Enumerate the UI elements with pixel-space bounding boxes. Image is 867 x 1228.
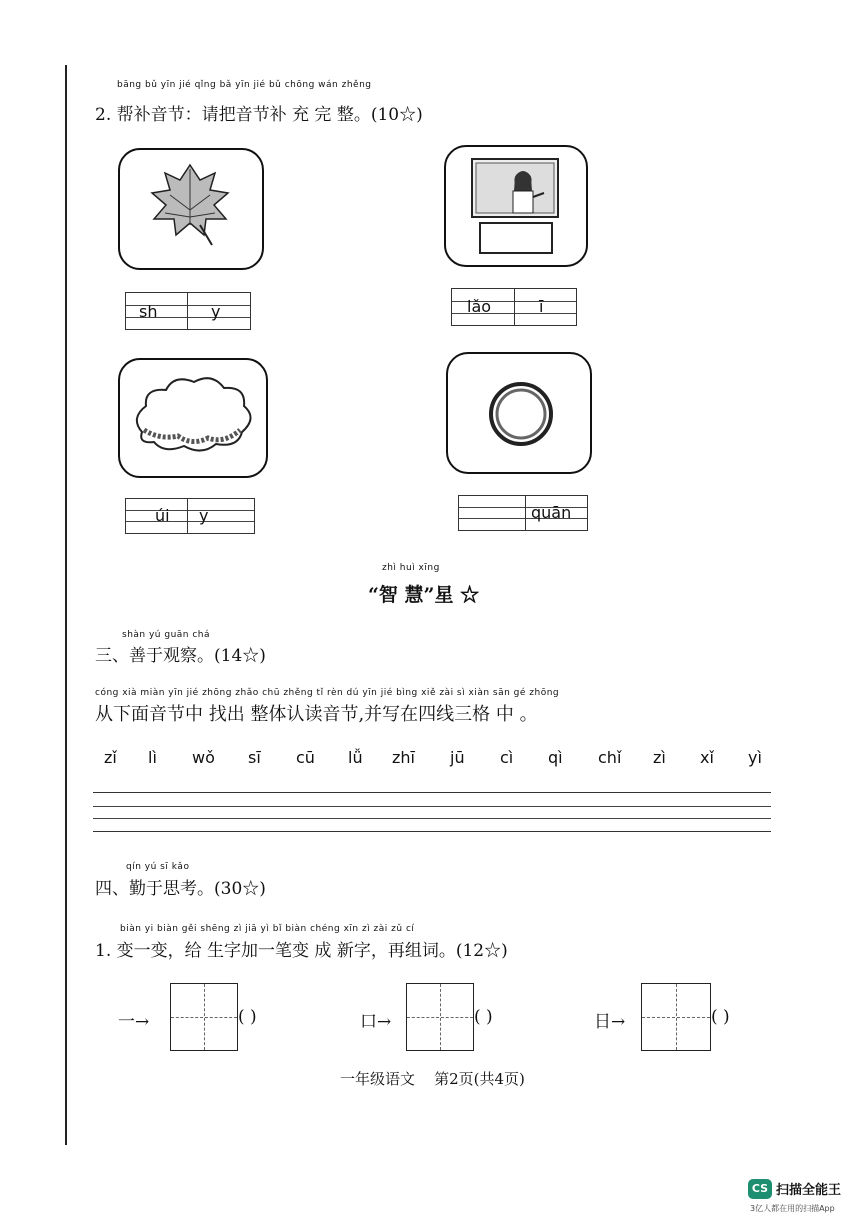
- q1-title: 1. 变一变，给 生字加一笔变 成 新字，再组词。(12☆): [95, 941, 508, 961]
- camscanner-logo-icon: CS: [748, 1179, 772, 1199]
- watermark-slogan: 3亿人都在用的扫描App: [750, 1204, 835, 1213]
- base-char-2: 口→: [360, 1012, 392, 1032]
- section3-pinyin: shàn yú guān chá: [122, 630, 211, 640]
- teacher-picture-card: [444, 145, 588, 267]
- leaf-icon: [120, 150, 262, 268]
- word-answer-3[interactable]: ( ): [711, 1007, 730, 1027]
- four-line-writing-area[interactable]: [93, 792, 771, 832]
- syllable-5: cū: [296, 748, 315, 767]
- teacher-second-syllable: ī: [539, 297, 544, 316]
- syllable-11: chǐ: [598, 748, 622, 767]
- cloud-first-syllable: úi: [155, 506, 170, 525]
- section2-pinyin: bāng bǔ yīn jié qǐng bǎ yīn jié bǔ chōng wán zhěng: [117, 80, 372, 90]
- syllable-4: sī: [248, 748, 261, 767]
- tian-grid-1[interactable]: [170, 983, 238, 1051]
- page-margin-line: [65, 65, 67, 1145]
- leaf-initial: sh: [139, 302, 158, 321]
- four-line-grid-leaf[interactable]: [125, 292, 251, 330]
- tian-grid-2[interactable]: [406, 983, 474, 1051]
- syllable-10: qì: [548, 748, 563, 767]
- cloud-picture-card: [118, 358, 268, 478]
- syllable-13: xǐ: [700, 748, 714, 767]
- page-footer: 一年级语文 第2页(共4页): [340, 1070, 525, 1088]
- cloud-icon: [120, 360, 266, 476]
- syllable-2: lì: [148, 748, 157, 767]
- word-answer-2[interactable]: ( ): [474, 1007, 493, 1027]
- q1-pinyin: biàn yi biàn gěi shēng zì jiā yì bǐ biàn chéng xīn zì zài zǔ cí: [120, 924, 415, 934]
- four-line-grid-circle[interactable]: [458, 495, 588, 531]
- four-line-grid-teacher[interactable]: [451, 288, 577, 326]
- syllable-9: cì: [500, 748, 514, 767]
- base-char-1: 一→: [118, 1012, 150, 1032]
- ring-icon: [448, 354, 590, 472]
- circle-second-syllable: quān: [531, 503, 572, 522]
- watermark-brand: 扫描全能王: [776, 1183, 842, 1198]
- section3-instruction-pinyin: cóng xià miàn yīn jié zhōng zhǎo chū zhěng tǐ rèn dú yīn jié bìng xiě zài sì xiàn sān gé zhōng: [95, 688, 560, 698]
- teacher-icon: [446, 147, 586, 265]
- syllable-6: lǚ: [348, 748, 363, 767]
- syllable-7: zhī: [392, 748, 415, 767]
- star-heading-pinyin: zhì huì xīng: [382, 563, 440, 573]
- leaf-picture-card: [118, 148, 264, 270]
- section4-title: 四、勤于思考。(30☆): [95, 879, 266, 899]
- word-answer-1[interactable]: ( ): [238, 1007, 257, 1027]
- section4-pinyin: qín yú sī kǎo: [126, 862, 190, 872]
- syllable-14: yì: [748, 748, 762, 767]
- leaf-final: y: [211, 302, 221, 321]
- four-line-grid-cloud[interactable]: [125, 498, 255, 534]
- section2-title: 2. 帮补音节：请把音节补 充 完 整。(10☆): [95, 105, 423, 125]
- cloud-second-syllable: y: [199, 506, 209, 525]
- section3-title: 三、善于观察。(14☆): [95, 646, 266, 666]
- circle-picture-card: [446, 352, 592, 474]
- tian-grid-3[interactable]: [641, 983, 711, 1051]
- section3-instruction: 从下面音节中 找出 整体认读音节,并写在四线三格 中 。: [95, 704, 538, 725]
- syllable-1: zǐ: [104, 748, 117, 767]
- syllable-8: jū: [450, 748, 465, 767]
- teacher-first-syllable: lǎo: [467, 297, 492, 316]
- syllable-12: zì: [653, 748, 666, 767]
- base-char-3: 日→: [594, 1012, 626, 1032]
- star-heading: “智 慧”星 ☆: [368, 584, 480, 606]
- syllable-3: wǒ: [192, 748, 215, 767]
